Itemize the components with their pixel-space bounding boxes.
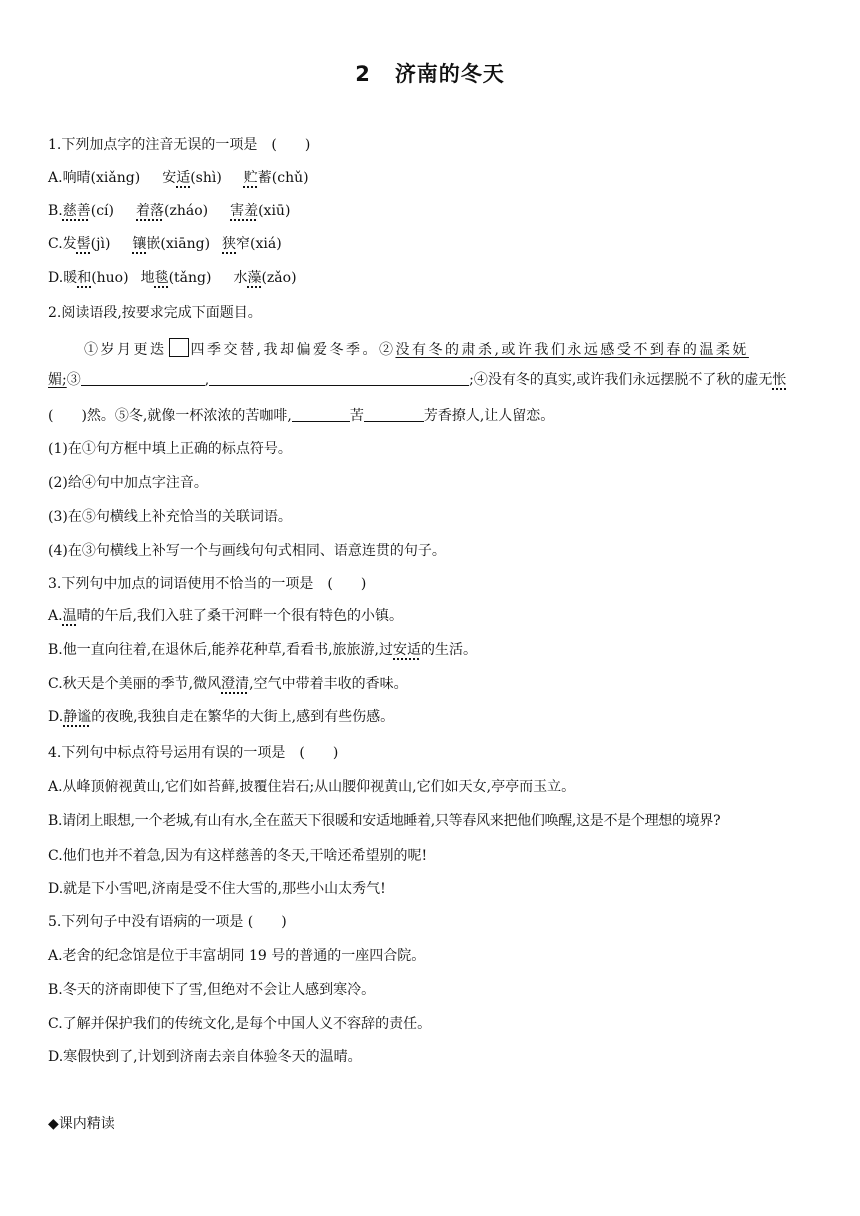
q2-subquestion-1: (1)在①句方框中填上正确的标点符号。 xyxy=(48,441,292,457)
q5-stem: 5.下列句子中没有语病的一项是 ( ) xyxy=(48,914,287,930)
lesson-number: 2 xyxy=(355,62,371,86)
lesson-name: 济南的冬天 xyxy=(394,62,505,86)
q3-option-c: C.秋天是个美丽的季节,微风澄清,空气中带着丰收的香味。 xyxy=(48,676,408,692)
q4-option-b: B.请闭上眼想,一个老城,有山有水,全在蓝天下很暖和安适地睡着,只等春风来把他们唤醒,这是不是个理想的境界? xyxy=(48,813,721,829)
q2-subquestion-4: (4)在③句横线上补写一个与画线句句式相同、语意连贯的句子。 xyxy=(48,543,446,559)
q1-option-b: B.慈善(cí) 着落(zháo) 害羞(xiū) xyxy=(48,203,291,219)
answer-blank-1[interactable] xyxy=(81,370,205,386)
q2-passage-line-1: ①岁月更迭 四季交替,我却偏爱冬季。②没有冬的肃杀,或许我们永远感受不到春的温柔妩 xyxy=(84,338,749,360)
q2-subquestion-2: (2)给④句中加点字注音。 xyxy=(48,475,208,491)
q4-stem: 4.下列句中标点符号运用有误的一项是 ( ) xyxy=(48,745,339,761)
q1-option-d: D.暖和(huo) 地毯(tǎng) 水藻(zǎo) xyxy=(48,270,297,286)
q5-option-b: B.冬天的济南即使下了雪,但绝对不会让人感到寒冷。 xyxy=(48,982,376,998)
punctuation-answer-box[interactable] xyxy=(169,338,189,357)
q3-option-b: B.他一直向往着,在退休后,能养花种草,看看书,旅旅游,过安适的生活。 xyxy=(48,642,477,658)
q2-stem: 2.阅读语段,按要求完成下面题目。 xyxy=(48,305,262,321)
q2-passage-line-3: ( )然。⑤冬,就像一杯浓浓的苦咖啡, 苦 芳香撩人,让人留恋。 xyxy=(48,408,555,424)
answer-blank-2[interactable] xyxy=(209,370,469,386)
q3-stem: 3.下列句中加点的词语使用不恰当的一项是 ( ) xyxy=(48,576,367,592)
q5-option-a: A.老舍的纪念馆是位于丰富胡同 19 号的普通的一座四合院。 xyxy=(48,948,426,964)
answer-blank-4[interactable] xyxy=(364,406,424,422)
q3-option-a: A.温晴的午后,我们入驻了桑干河畔一个很有特色的小镇。 xyxy=(48,608,404,624)
section-heading: ◆课内精读 xyxy=(48,1116,115,1132)
q1-option-c: C.发髻(jì) 镶嵌(xiāng) 狭窄(xiá) xyxy=(48,236,282,252)
q3-option-d: D.静谧的夜晚,我独自走在繁华的大街上,感到有些伤感。 xyxy=(48,709,395,725)
q4-option-a: A.从峰顶俯视黄山,它们如苔藓,披覆住岩石;从山腰仰视黄山,它们如天女,亭亭而玉立。 xyxy=(48,779,576,795)
q5-option-d: D.寒假快到了,计划到济南去亲自体验冬天的温晴。 xyxy=(48,1049,362,1065)
q5-option-c: C.了解并保护我们的传统文化,是每个中国人义不容辞的责任。 xyxy=(48,1016,432,1032)
q2-passage-line-2: 媚;③ , ;④没有冬的真实,或许我们永远摆脱不了秋的虚无怅 xyxy=(48,372,787,388)
q1-stem: 1.下列加点字的注音无误的一项是 ( ) xyxy=(48,137,311,153)
lesson-title xyxy=(0,58,860,88)
q2-subquestion-3: (3)在⑤句横线上补充恰当的关联词语。 xyxy=(48,509,292,525)
answer-blank-3[interactable] xyxy=(292,406,350,422)
q4-option-d: D.就是下小雪吧,济南是受不住大雪的,那些小山太秀气! xyxy=(48,881,386,897)
q4-option-c: C.他们也并不着急,因为有这样慈善的冬天,干啥还希望别的呢! xyxy=(48,848,428,864)
q1-option-a: A.响晴(xiǎng) 安适(shì) 贮蓄(chǔ) xyxy=(48,170,309,186)
underlined-sentence: 没有冬的肃杀,或许我们永远感受不到春的温柔妩 xyxy=(395,342,749,358)
